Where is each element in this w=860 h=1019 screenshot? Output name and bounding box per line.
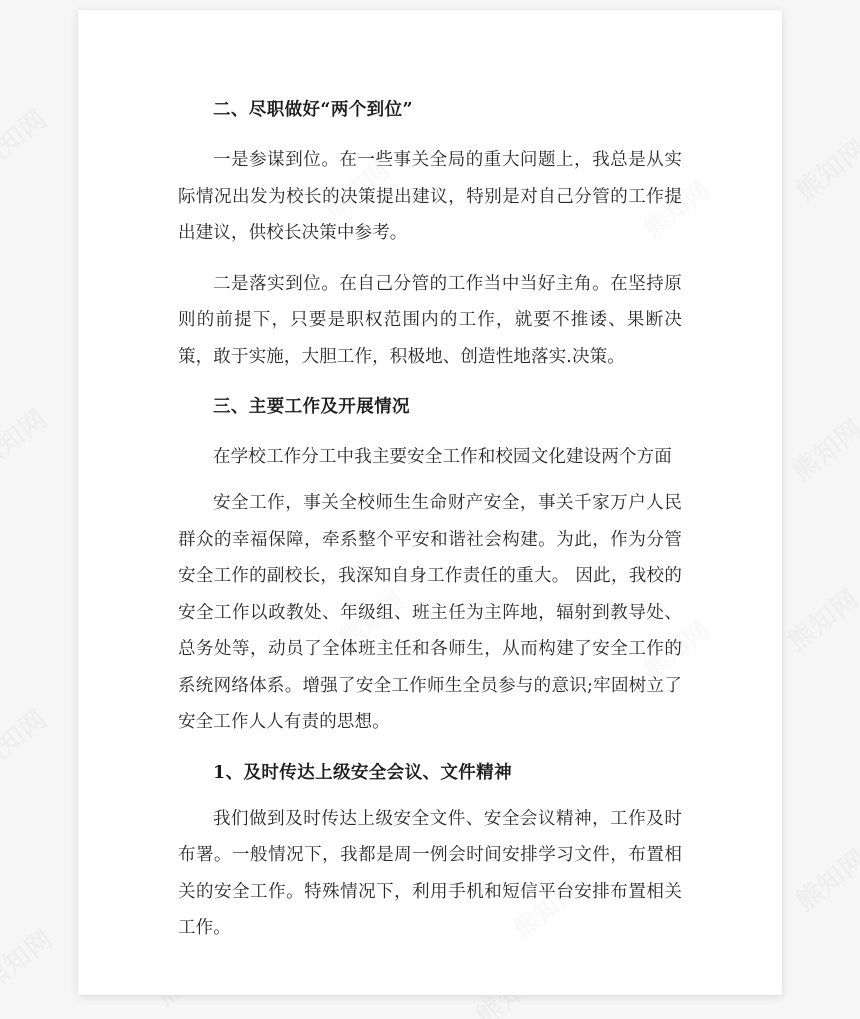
watermark-text <box>0 919 60 998</box>
spacer <box>178 128 682 142</box>
watermark-text <box>0 399 54 478</box>
watermark-text <box>783 409 860 488</box>
subheading-work-division: 在学校工作分工中我主要安全工作和校园文化建设两个方面 <box>213 447 672 467</box>
section-heading-two: 二、尽职做好“两个到位” <box>213 100 413 120</box>
section-heading-three: 三、主要工作及开展情况 <box>213 397 410 417</box>
watermark-text <box>0 699 54 778</box>
spacer <box>178 375 682 389</box>
paragraph-document-relay: 我们做到及时传达上级安全文件、安全会议精神，工作及时布署。一般情况下，我都是周一例会时间安排学习文件，布置相关的安全工作。特殊情况下，利用手机和短信平台安排布置相关工作。 <box>178 808 682 938</box>
watermark-text <box>787 129 860 208</box>
spacer <box>178 791 682 801</box>
spacer <box>178 741 682 755</box>
spacer <box>178 425 682 439</box>
watermark-text <box>0 99 54 178</box>
document-content <box>78 10 782 947</box>
paragraph-implementation: 二是落实到位。在自己分管的工作当中当好主角。在坚持原则的前提下，只要是职权范围内的工作，就要不推诿、果断决策，敢于实施，大胆工作，积极地、创造性地落实.决策。 <box>178 273 682 367</box>
section-heading-item-one: 1、及时传达上级安全会议、文件精神 <box>213 762 512 783</box>
document-page <box>78 10 782 995</box>
watermark-text <box>787 839 860 918</box>
paragraph-staff-advisory: 一是参谋到位。在一些事关全局的重大问题上，我总是从实际情况出发为校长的决策提出建议，特别是对自己分管的工作提出建议，供校长决策中参考。 <box>178 150 682 243</box>
paragraph-safety-work: 安全工作，事关全校师生生命财产安全，事关千家万户人民群众的幸福保障，牵系整个平安和谐社会构建。为此，作为分管安全工作的副校长，我深知自身工作责任的重大。 因此，我校的安全工作以政教处、年级组、班主任为主阵地，辐射到教导处、总务处等，动员了全体班主任和各师生，从而构建了安全工作的系统网络体系。增强了安全工作师生全员参与的意识;牢固树立了安全工作人人有责的思想。 <box>178 493 682 732</box>
watermark-text <box>779 579 860 658</box>
spacer <box>178 475 682 485</box>
spacer <box>178 252 682 266</box>
